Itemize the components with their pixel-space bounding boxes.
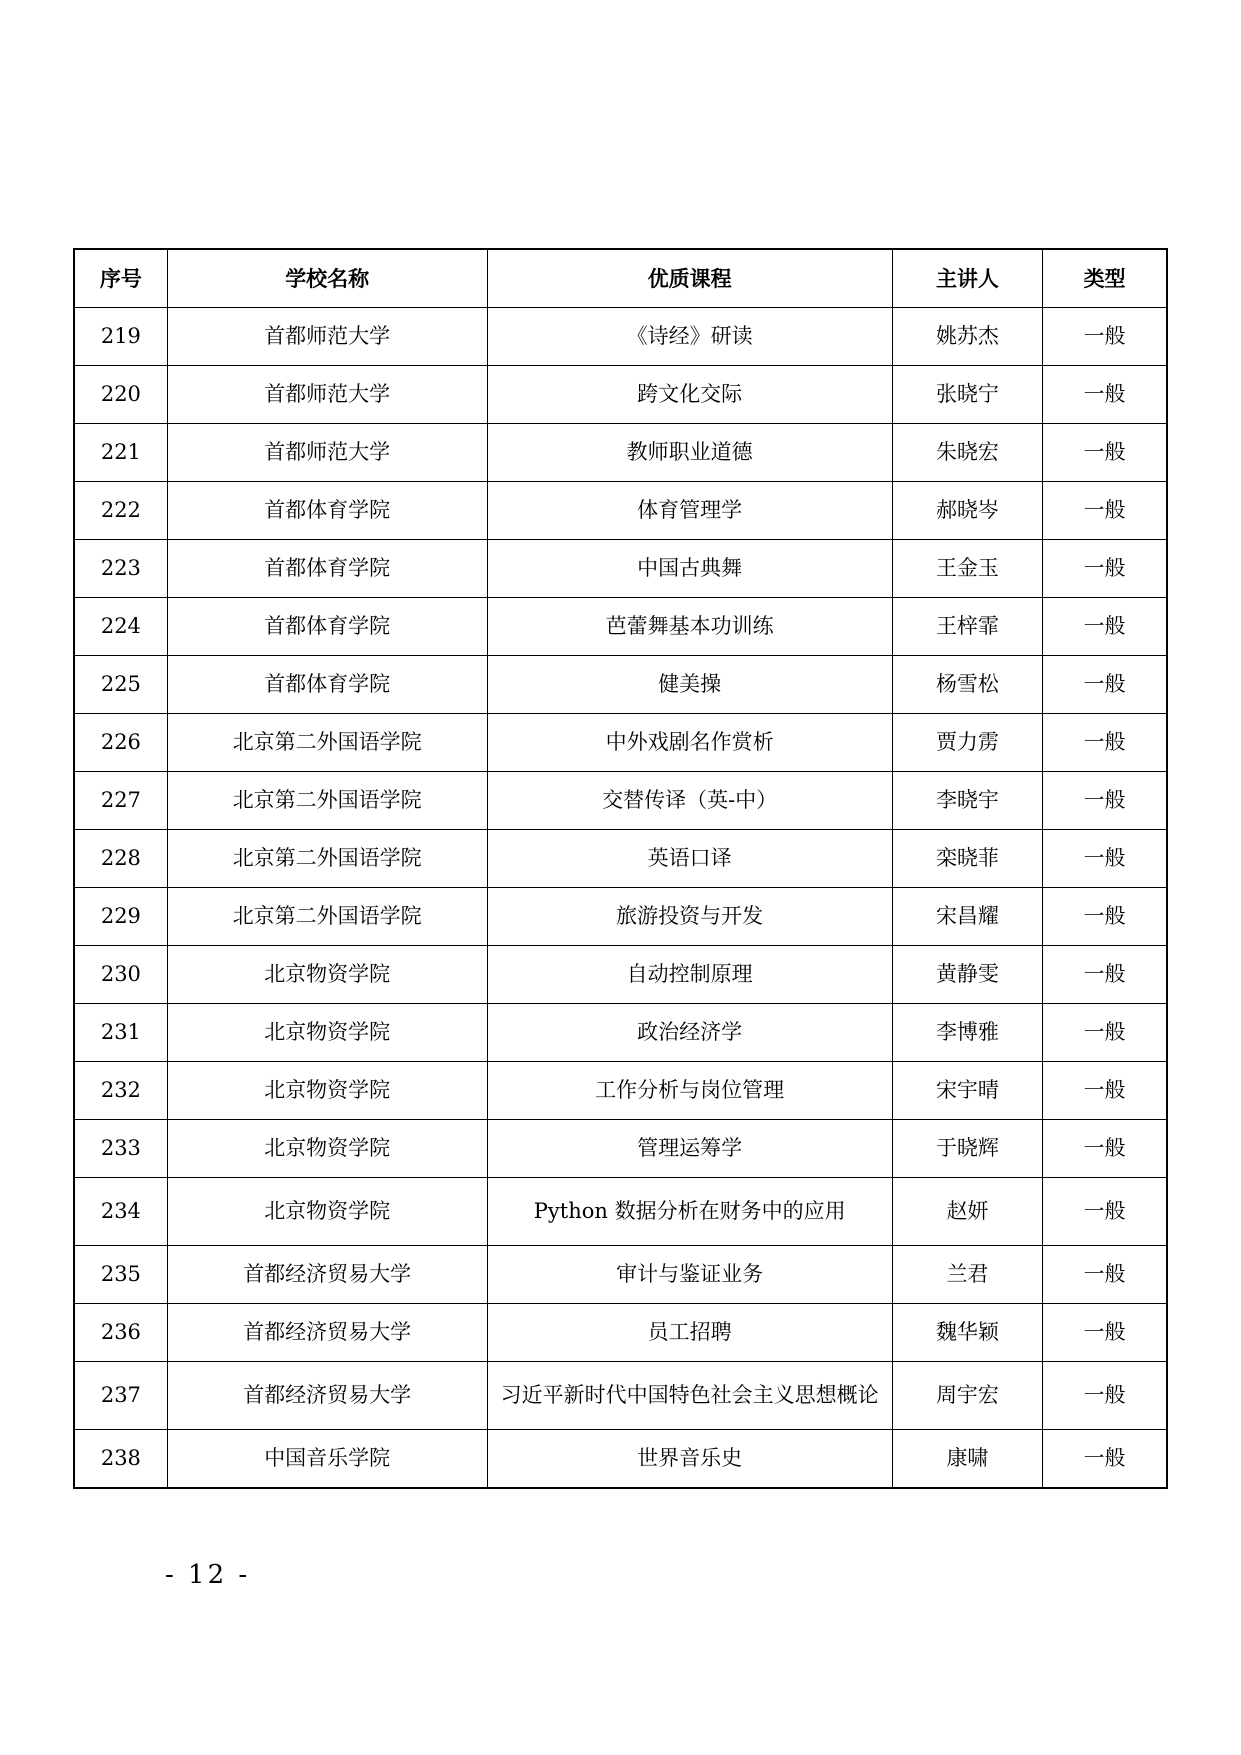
cell-index: 238 bbox=[74, 1430, 167, 1489]
cell-type: 一般 bbox=[1043, 366, 1167, 424]
cell-course: Python 数据分析在财务中的应用 bbox=[487, 1178, 892, 1246]
table-row bbox=[74, 830, 1167, 888]
cell-index: 224 bbox=[74, 598, 167, 656]
table-row bbox=[74, 772, 1167, 830]
cell-school: 中国音乐学院 bbox=[167, 1430, 487, 1489]
cell-school: 北京物资学院 bbox=[167, 1178, 487, 1246]
cell-lecturer: 王梓霏 bbox=[892, 598, 1042, 656]
cell-course: 《诗经》研读 bbox=[487, 308, 892, 366]
cell-lecturer: 赵妍 bbox=[892, 1178, 1042, 1246]
cell-lecturer: 张晓宁 bbox=[892, 366, 1042, 424]
cell-type: 一般 bbox=[1043, 482, 1167, 540]
cell-school: 北京物资学院 bbox=[167, 1004, 487, 1062]
cell-lecturer: 周宇宏 bbox=[892, 1362, 1042, 1430]
cell-lecturer: 朱晓宏 bbox=[892, 424, 1042, 482]
cell-index: 230 bbox=[74, 946, 167, 1004]
cell-type: 一般 bbox=[1043, 714, 1167, 772]
cell-type: 一般 bbox=[1043, 656, 1167, 714]
cell-school: 北京第二外国语学院 bbox=[167, 830, 487, 888]
header-type: 类型 bbox=[1043, 249, 1167, 308]
cell-type: 一般 bbox=[1043, 946, 1167, 1004]
course-table bbox=[73, 248, 1168, 1489]
cell-school: 首都体育学院 bbox=[167, 482, 487, 540]
cell-lecturer: 贾力雳 bbox=[892, 714, 1042, 772]
cell-type: 一般 bbox=[1043, 308, 1167, 366]
table-row bbox=[74, 888, 1167, 946]
cell-school: 北京物资学院 bbox=[167, 1062, 487, 1120]
cell-school: 首都经济贸易大学 bbox=[167, 1246, 487, 1304]
cell-type: 一般 bbox=[1043, 888, 1167, 946]
header-school: 学校名称 bbox=[167, 249, 487, 308]
cell-index: 225 bbox=[74, 656, 167, 714]
cell-index: 228 bbox=[74, 830, 167, 888]
cell-type: 一般 bbox=[1043, 830, 1167, 888]
cell-lecturer: 兰君 bbox=[892, 1246, 1042, 1304]
cell-lecturer: 郝晓岑 bbox=[892, 482, 1042, 540]
table-row bbox=[74, 1304, 1167, 1362]
cell-lecturer: 宋昌耀 bbox=[892, 888, 1042, 946]
cell-course: 员工招聘 bbox=[487, 1304, 892, 1362]
table-row bbox=[74, 308, 1167, 366]
cell-course: 跨文化交际 bbox=[487, 366, 892, 424]
cell-course: 审计与鉴证业务 bbox=[487, 1246, 892, 1304]
cell-course: 芭蕾舞基本功训练 bbox=[487, 598, 892, 656]
cell-course: 世界音乐史 bbox=[487, 1430, 892, 1489]
cell-index: 221 bbox=[74, 424, 167, 482]
table-row bbox=[74, 1362, 1167, 1430]
table-row bbox=[74, 656, 1167, 714]
cell-type: 一般 bbox=[1043, 1178, 1167, 1246]
cell-lecturer: 魏华颖 bbox=[892, 1304, 1042, 1362]
table-row bbox=[74, 1178, 1167, 1246]
table-row bbox=[74, 1062, 1167, 1120]
cell-course: 体育管理学 bbox=[487, 482, 892, 540]
cell-type: 一般 bbox=[1043, 772, 1167, 830]
cell-course: 健美操 bbox=[487, 656, 892, 714]
table-row bbox=[74, 714, 1167, 772]
cell-course: 政治经济学 bbox=[487, 1004, 892, 1062]
cell-lecturer: 杨雪松 bbox=[892, 656, 1042, 714]
cell-type: 一般 bbox=[1043, 1304, 1167, 1362]
table-row bbox=[74, 1430, 1167, 1489]
cell-lecturer: 康啸 bbox=[892, 1430, 1042, 1489]
cell-school: 首都体育学院 bbox=[167, 598, 487, 656]
cell-lecturer: 姚苏杰 bbox=[892, 308, 1042, 366]
cell-index: 235 bbox=[74, 1246, 167, 1304]
cell-school: 北京第二外国语学院 bbox=[167, 888, 487, 946]
cell-index: 237 bbox=[74, 1362, 167, 1430]
cell-index: 234 bbox=[74, 1178, 167, 1246]
cell-index: 231 bbox=[74, 1004, 167, 1062]
cell-school: 首都经济贸易大学 bbox=[167, 1362, 487, 1430]
table-row bbox=[74, 946, 1167, 1004]
cell-type: 一般 bbox=[1043, 1246, 1167, 1304]
cell-index: 220 bbox=[74, 366, 167, 424]
cell-course: 交替传译（英-中） bbox=[487, 772, 892, 830]
header-row bbox=[74, 249, 1167, 308]
cell-type: 一般 bbox=[1043, 1004, 1167, 1062]
cell-index: 223 bbox=[74, 540, 167, 598]
cell-school: 首都师范大学 bbox=[167, 424, 487, 482]
cell-index: 222 bbox=[74, 482, 167, 540]
table-row bbox=[74, 1120, 1167, 1178]
cell-course: 工作分析与岗位管理 bbox=[487, 1062, 892, 1120]
table-row bbox=[74, 598, 1167, 656]
cell-lecturer: 宋宇晴 bbox=[892, 1062, 1042, 1120]
table-row bbox=[74, 482, 1167, 540]
cell-lecturer: 栾晓菲 bbox=[892, 830, 1042, 888]
cell-course: 英语口译 bbox=[487, 830, 892, 888]
table-row bbox=[74, 366, 1167, 424]
page-number: - 12 - bbox=[165, 1560, 251, 1590]
header-lecturer: 主讲人 bbox=[892, 249, 1042, 308]
cell-lecturer: 王金玉 bbox=[892, 540, 1042, 598]
cell-course: 中外戏剧名作赏析 bbox=[487, 714, 892, 772]
cell-type: 一般 bbox=[1043, 540, 1167, 598]
cell-index: 236 bbox=[74, 1304, 167, 1362]
cell-school: 首都体育学院 bbox=[167, 540, 487, 598]
header-course: 优质课程 bbox=[487, 249, 892, 308]
cell-type: 一般 bbox=[1043, 1362, 1167, 1430]
cell-school: 北京第二外国语学院 bbox=[167, 772, 487, 830]
cell-lecturer: 李晓宇 bbox=[892, 772, 1042, 830]
cell-index: 226 bbox=[74, 714, 167, 772]
cell-index: 229 bbox=[74, 888, 167, 946]
cell-school: 北京第二外国语学院 bbox=[167, 714, 487, 772]
cell-index: 232 bbox=[74, 1062, 167, 1120]
table-row bbox=[74, 1246, 1167, 1304]
cell-course: 教师职业道德 bbox=[487, 424, 892, 482]
cell-course: 习近平新时代中国特色社会主义思想概论 bbox=[487, 1362, 892, 1430]
cell-course: 管理运筹学 bbox=[487, 1120, 892, 1178]
cell-course: 旅游投资与开发 bbox=[487, 888, 892, 946]
cell-course: 中国古典舞 bbox=[487, 540, 892, 598]
cell-school: 首都经济贸易大学 bbox=[167, 1304, 487, 1362]
cell-lecturer: 于晓辉 bbox=[892, 1120, 1042, 1178]
cell-type: 一般 bbox=[1043, 424, 1167, 482]
cell-school: 北京物资学院 bbox=[167, 1120, 487, 1178]
cell-type: 一般 bbox=[1043, 1062, 1167, 1120]
header-index: 序号 bbox=[74, 249, 167, 308]
cell-course: 自动控制原理 bbox=[487, 946, 892, 1004]
cell-lecturer: 李博雅 bbox=[892, 1004, 1042, 1062]
cell-lecturer: 黄静雯 bbox=[892, 946, 1042, 1004]
cell-school: 首都师范大学 bbox=[167, 366, 487, 424]
cell-index: 227 bbox=[74, 772, 167, 830]
cell-type: 一般 bbox=[1043, 598, 1167, 656]
table-row bbox=[74, 540, 1167, 598]
table-row bbox=[74, 1004, 1167, 1062]
cell-school: 北京物资学院 bbox=[167, 946, 487, 1004]
cell-type: 一般 bbox=[1043, 1430, 1167, 1489]
cell-type: 一般 bbox=[1043, 1120, 1167, 1178]
table-row bbox=[74, 424, 1167, 482]
cell-index: 233 bbox=[74, 1120, 167, 1178]
cell-school: 首都体育学院 bbox=[167, 656, 487, 714]
cell-school: 首都师范大学 bbox=[167, 308, 487, 366]
cell-index: 219 bbox=[74, 308, 167, 366]
